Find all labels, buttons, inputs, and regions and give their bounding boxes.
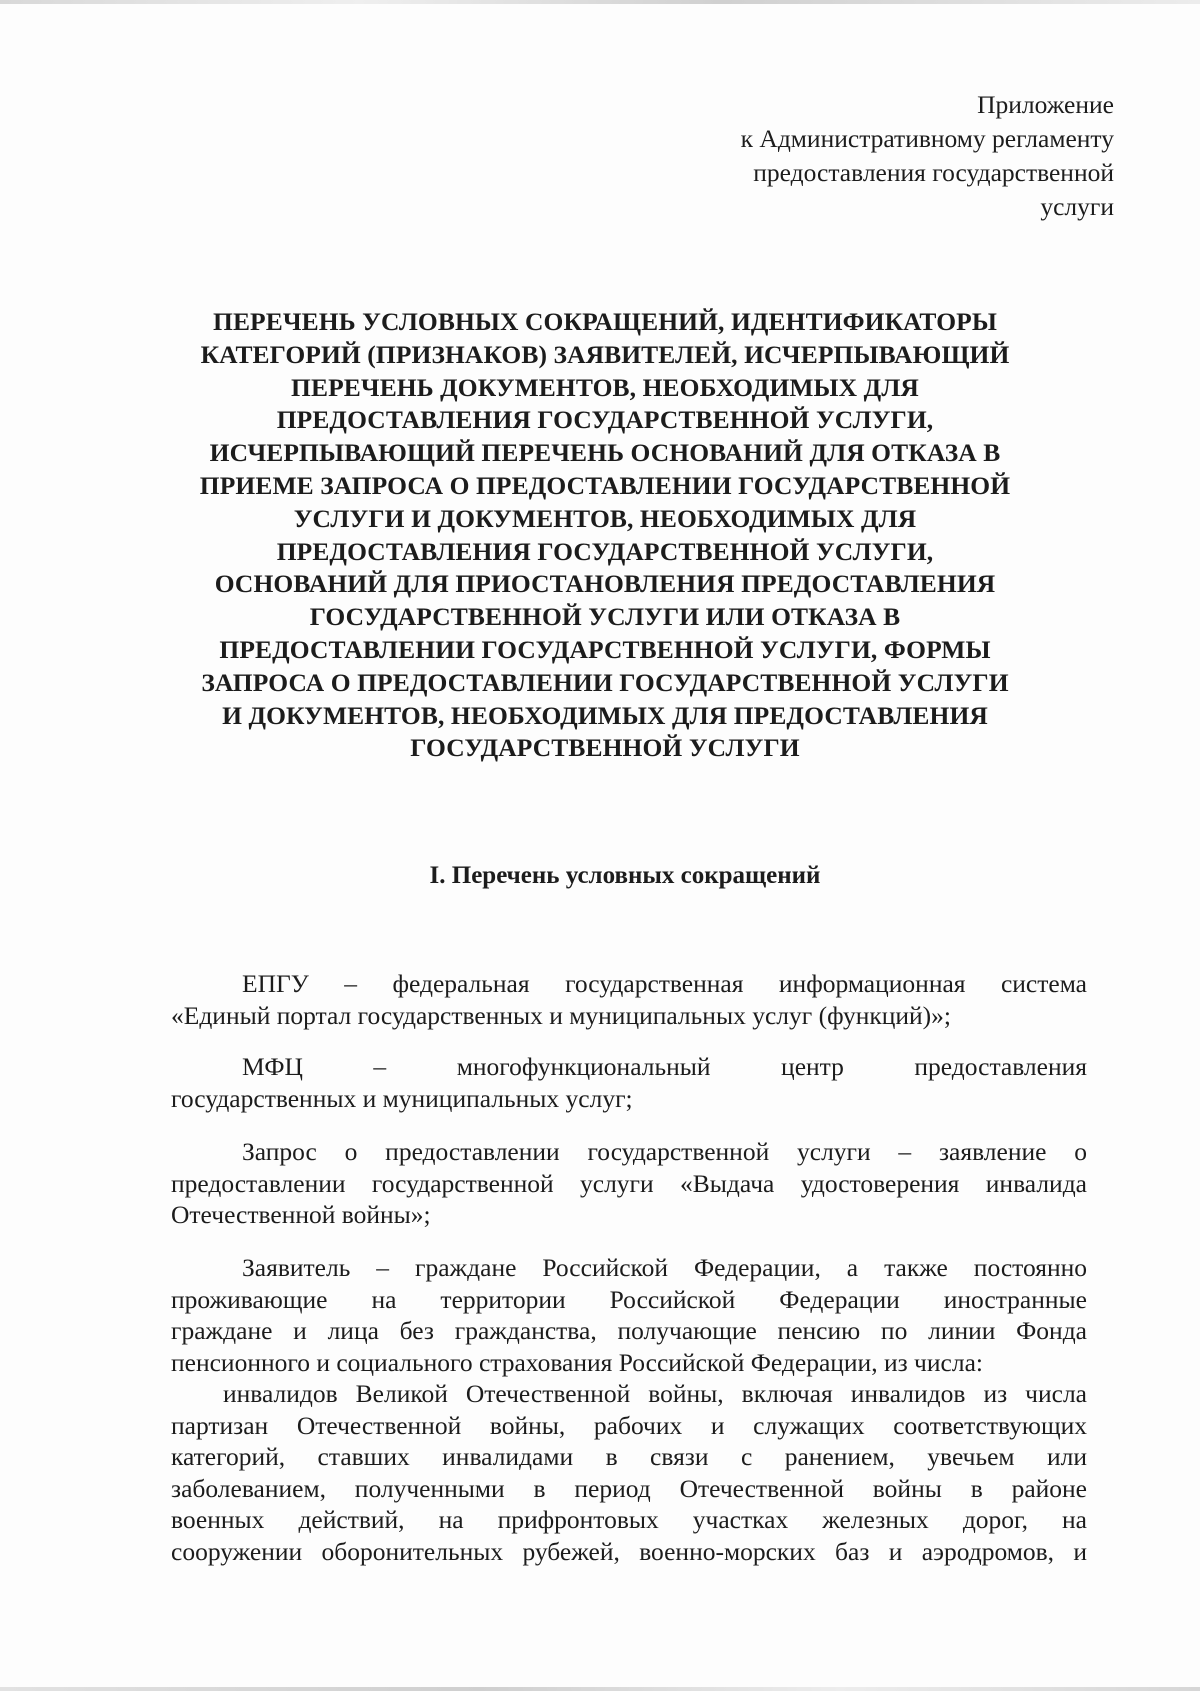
title-line: ГОСУДАРСТВЕННОЙ УСЛУГИ ИЛИ ОТКАЗА В (309, 602, 901, 632)
paragraph-line: ЕПГУ – федеральная государственная информационная система (242, 969, 1087, 998)
paragraph-line: военных действий, на прифронтовых участках железных дорог, на (171, 1505, 1087, 1534)
paragraph-line: «Единый портал государственных и муниципальных услуг (функций)»; (171, 1000, 952, 1030)
paragraph-epgu (171, 968, 1087, 1031)
paragraph-line: пенсионного и социального страхования Российской Федерации, из числа: (171, 1347, 983, 1377)
appendix-line: к Административному регламенту (740, 124, 1114, 153)
paragraph-line: сооружении оборонительных рубежей, военно-морских баз и аэродромов, и (171, 1536, 1087, 1566)
paragraph-applicant (171, 1252, 1087, 1378)
title-line: ПРИЕМЕ ЗАПРОСА О ПРЕДОСТАВЛЕНИИ ГОСУДАРСТВЕННОЙ (199, 470, 1011, 500)
paragraph-line: партизан Отечественной войны, рабочих и служащих соответствующих (171, 1410, 1087, 1440)
title-line: ПРЕДОСТАВЛЕНИЯ ГОСУДАРСТВЕННОЙ УСЛУГИ, (276, 405, 934, 435)
paragraph-line: МФЦ – многофункциональный центр предоставления (242, 1052, 1087, 1081)
paragraph-line: Запрос о предоставлении государственной услуги – заявление о (242, 1137, 1087, 1166)
scan-edge-top (0, 0, 1200, 4)
paragraph-mfc (171, 1051, 1087, 1114)
document-title (150, 306, 1060, 765)
paragraph-line: предоставлении государственной услуги «Выдача удостоверения инвалида (171, 1168, 1087, 1198)
title-line: ИСЧЕРПЫВАЮЩИЙ ПЕРЕЧЕНЬ ОСНОВАНИЙ ДЛЯ ОТКАЗА В (209, 438, 1001, 468)
paragraph-line: Заявитель – граждане Российской Федерации, а также постоянно (242, 1253, 1087, 1282)
appendix-line: предоставления государственной (753, 158, 1114, 187)
title-line: ЗАПРОСА О ПРЕДОСТАВЛЕНИИ ГОСУДАРСТВЕННОЙ УСЛУГИ (201, 667, 1009, 697)
paragraph-line: заболеванием, полученными в период Отечественной войны в районе (171, 1473, 1087, 1503)
paragraph-line: государственных и муниципальных услуг; (171, 1083, 633, 1113)
title-line: КАТЕГОРИЙ (ПРИЗНАКОВ) ЗАЯВИТЕЛЕЙ, ИСЧЕРПЫВАЮЩИЙ (200, 339, 1010, 369)
appendix-header (594, 88, 1114, 224)
scan-edge-bottom (0, 1687, 1200, 1691)
title-line: ПЕРЕЧЕНЬ ДОКУМЕНТОВ, НЕОБХОДИМЫХ ДЛЯ (291, 372, 919, 402)
title-line: УСЛУГИ И ДОКУМЕНТОВ, НЕОБХОДИМЫХ ДЛЯ (293, 503, 917, 533)
appendix-line: Приложение (977, 90, 1114, 119)
paragraph-request (171, 1136, 1087, 1231)
paragraph-line: Отечественной войны»; (171, 1200, 431, 1229)
title-line: ПРЕДОСТАВЛЕНИЯ ГОСУДАРСТВЕННОЙ УСЛУГИ, (276, 536, 934, 566)
paragraph-line: инвалидов Великой Отечественной войны, включая инвалидов из числа (223, 1379, 1087, 1408)
title-line: ОСНОВАНИЙ ДЛЯ ПРИОСТАНОВЛЕНИЯ ПРЕДОСТАВЛЕНИЯ (214, 569, 996, 599)
appendix-line: услуги (1040, 192, 1114, 221)
paragraph-line: проживающие на территории Российской Федерации иностранные (171, 1284, 1087, 1314)
paragraph-line: категорий, ставших инвалидами в связи с ранением, увечьем или (171, 1442, 1087, 1471)
title-line: ПЕРЕЧЕНЬ УСЛОВНЫХ СОКРАЩЕНИЙ, ИДЕНТИФИКАТОРЫ (213, 307, 997, 336)
title-line: ПРЕДОСТАВЛЕНИИ ГОСУДАРСТВЕННОЙ УСЛУГИ, ФОРМЫ (219, 634, 991, 664)
title-line: ГОСУДАРСТВЕННОЙ УСЛУГИ (410, 733, 800, 763)
title-line: И ДОКУМЕНТОВ, НЕОБХОДИМЫХ ДЛЯ ПРЕДОСТАВЛЕНИЯ (222, 700, 988, 730)
paragraph-line: граждане и лица без гражданства, получающие пенсию по линии Фонда (171, 1316, 1087, 1345)
section-heading: I. Перечень условных сокращений (429, 862, 821, 889)
paragraph-invalids (171, 1378, 1087, 1567)
